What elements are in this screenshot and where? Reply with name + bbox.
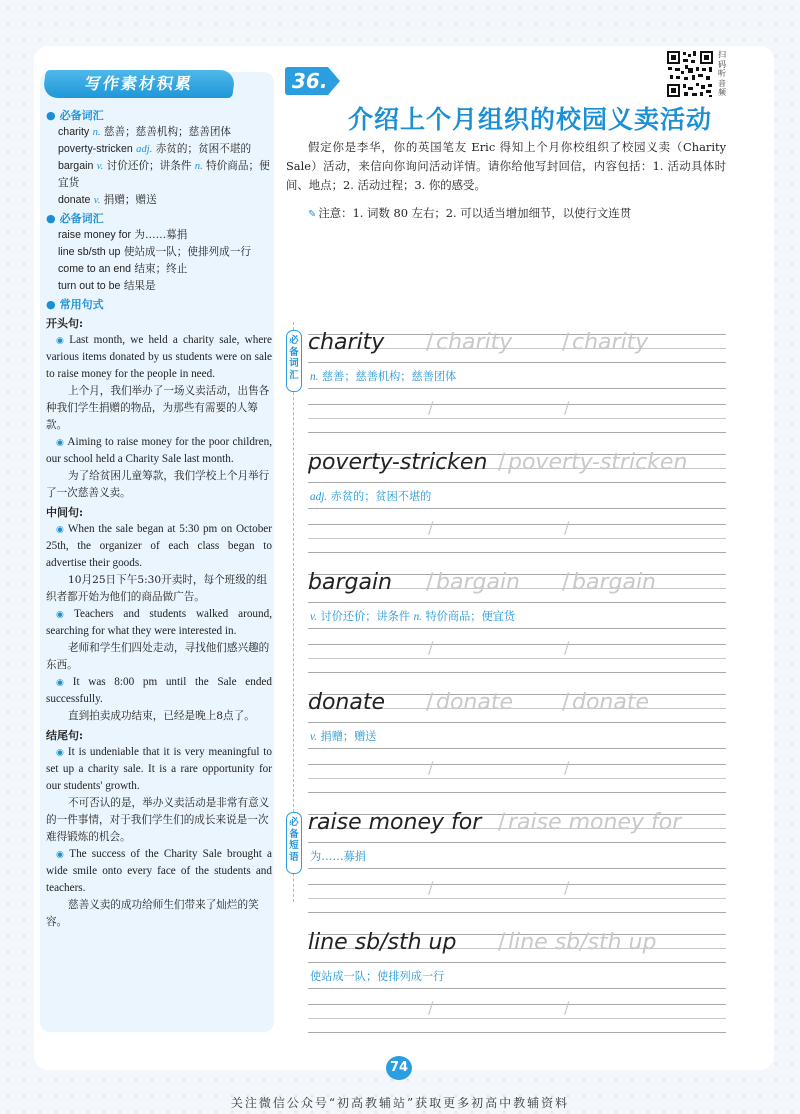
sentence-en-text: Aiming to raise money for the poor children, our school held a Charity Sale last month. (46, 436, 273, 465)
target-bullet-icon: ◉ (56, 747, 65, 757)
practice-word: poverty-stricken (308, 450, 488, 475)
sentence-en (46, 846, 272, 897)
slash-separator: / (562, 570, 570, 595)
bullet-dot-icon: ● (46, 212, 56, 225)
phrase-item (46, 244, 272, 261)
ruled-line (308, 418, 726, 419)
practice-word: charity (308, 330, 385, 355)
target-bullet-icon: ◉ (56, 335, 67, 345)
practice-block (308, 326, 726, 436)
slash-separator: / (564, 638, 570, 657)
ruled-line (308, 644, 726, 645)
trace-word: donate (436, 690, 514, 715)
vocab-pos: v. (93, 195, 101, 206)
word-meaning (310, 848, 366, 864)
target-bullet-icon: ◉ (56, 609, 71, 619)
phrase-item (46, 227, 272, 244)
note-icon: ✎ (308, 209, 317, 220)
meaning-pos: n. (413, 611, 422, 623)
target-bullet-icon: ◉ (56, 437, 65, 447)
ruled-line (308, 404, 726, 405)
ruled-line (308, 1018, 726, 1019)
ruled-line (308, 602, 726, 603)
opening-label: 开头句: (46, 317, 84, 330)
ruled-line (308, 524, 726, 525)
vocab-item (46, 124, 272, 141)
slash-separator: / (562, 690, 570, 715)
target-bullet-icon: ◉ (56, 849, 67, 859)
sentence-heading (46, 296, 272, 313)
ruled-line (308, 792, 726, 793)
sentence-en (46, 674, 272, 708)
ruled-line (308, 362, 726, 363)
writing-note (308, 204, 728, 224)
practice-word: line sb/sth up (308, 930, 457, 955)
slash-separator: / (498, 930, 506, 955)
slash-separator: / (428, 878, 434, 897)
sentence-en-text: The success of the Charity Sale brought a wide smile onto every face of the students and teachers. (46, 848, 272, 894)
ruled-line (308, 764, 726, 765)
slash-separator: / (498, 810, 506, 835)
slash-separator: / (428, 638, 434, 657)
qr-code-icon[interactable] (666, 50, 714, 98)
meaning-text: 为……募捐 (310, 850, 366, 863)
trace-word: charity (436, 330, 513, 355)
phrase-item (46, 278, 272, 295)
slash-separator: / (564, 878, 570, 897)
target-bullet-icon: ◉ (56, 524, 65, 534)
trace-word: line sb/sth up (508, 930, 657, 955)
sentence-zh: 直到拍卖成功结束，已经是晚上8点了。 (68, 710, 255, 722)
sentence-zh: 为了给贫困儿童筹款，我们学校上个月举行了一次慈善义卖。 (46, 470, 270, 499)
slash-separator: / (498, 450, 506, 475)
sentence-en (46, 332, 272, 383)
ruled-line (308, 508, 726, 509)
vocab-pos: v. (96, 161, 104, 172)
meaning-text: 捐赠；赠送 (320, 730, 377, 743)
phrase-en: turn out to be (58, 280, 121, 292)
meaning-pos: adj. (310, 491, 328, 503)
question-number: 36. (292, 69, 328, 93)
ruled-line (308, 432, 726, 433)
ruled-line (308, 552, 726, 553)
page-title: 介绍上个月组织的校园义卖活动 (347, 105, 712, 134)
ending-label: 结尾句: (46, 729, 84, 742)
slash-separator: / (428, 758, 434, 777)
phrase-zh: 结果是 (123, 280, 156, 292)
meaning-text: 特价商品；便宜货 (425, 610, 516, 623)
ruled-line (308, 778, 726, 779)
sentence-zh: 慈善义卖的成功给师生们带来了灿烂的笑容。 (46, 899, 259, 928)
ruled-line (308, 672, 726, 673)
word-meaning (310, 488, 431, 504)
sentence-en (46, 434, 272, 468)
vocab-pos: n. (92, 127, 101, 138)
ruled-line (308, 1032, 726, 1033)
footer-text: 关注微信公众号“初高教辅站”获取更多初高中教辅资料 (230, 1096, 570, 1110)
practice-block (308, 566, 726, 676)
meaning-pos: n. (310, 371, 319, 383)
ruled-line (308, 748, 726, 749)
sentence-en-text: It is undeniable that it is very meaningful to set up a charity sale. It is a rare opportunity for our students' growth. (46, 746, 272, 792)
word-meaning (310, 608, 515, 624)
sidebar-title: 写作素材积累 (42, 70, 236, 98)
trace-word: charity (572, 330, 649, 355)
phrase-en: come to an end (58, 263, 132, 275)
vocab-section-label: 必备词汇 (286, 330, 302, 392)
word-meaning (310, 368, 456, 384)
target-bullet-icon: ◉ (56, 677, 70, 687)
practice-block (308, 926, 726, 1036)
sentence-zh: 上个月，我们举办了一场义卖活动，出售各种我们学生捐赠的物品，为那些有需要的人筹款。 (46, 385, 270, 431)
ruled-line (308, 988, 726, 989)
sentence-zh: 老师和学生们四处走动，寻找他们感兴趣的东西。 (46, 642, 270, 671)
vocab-en: charity (58, 126, 90, 138)
phrase-item (46, 261, 272, 278)
ruled-line (308, 388, 726, 389)
meaning-text: 使站成一队；使排列成一行 (310, 970, 445, 983)
slash-separator: / (428, 398, 434, 417)
sentence-en-text: When the sale began at 5:30 pm on October 25th, the organizer of each class began to advertise their goods. (46, 523, 273, 569)
slash-separator: / (426, 570, 434, 595)
practice-word: raise money for (308, 810, 482, 835)
section-divider (293, 322, 295, 822)
vocab-zh: 赤贫的；贫困不堪的 (155, 143, 252, 155)
vocab-heading-text: 必备词汇 (59, 109, 104, 122)
ruled-line (308, 722, 726, 723)
slash-separator: / (564, 518, 570, 537)
ruled-line (308, 482, 726, 483)
ruled-line (308, 538, 726, 539)
meaning-text: 赤贫的；贫困不堪的 (330, 490, 432, 503)
sentence-en (46, 606, 272, 640)
sentence-en-text: Last month, we held a charity sale, where various items donated by us students were on sale to raise money for the people in need. (46, 334, 272, 380)
phrase-heading (46, 210, 272, 227)
vocab-heading (46, 107, 272, 124)
vocab-pos: adj. (136, 144, 153, 155)
ruled-line (308, 1004, 726, 1005)
bullet-dot-icon: ● (46, 298, 56, 311)
vocab-item (46, 192, 272, 209)
vocab-en: donate (58, 194, 91, 206)
meaning-pos: v. (310, 611, 317, 623)
ruled-line (308, 962, 726, 963)
ruled-line (308, 912, 726, 913)
slash-separator: / (564, 758, 570, 777)
writing-note-text: 注意：1. 词数 80 左右；2. 可以适当增加细节，以使行文连贯 (318, 206, 632, 220)
qr-label: 扫码听音频 (718, 50, 726, 97)
bullet-dot-icon: ● (46, 109, 56, 122)
phrase-zh: 为……募捐 (134, 229, 188, 241)
sentence-en (46, 744, 272, 795)
practice-word: bargain (308, 570, 392, 595)
practice-block (308, 806, 726, 916)
slash-separator: / (426, 330, 434, 355)
word-meaning (310, 968, 444, 984)
phrase-en: raise money for (58, 229, 132, 241)
slash-separator: / (564, 398, 570, 417)
ruled-line (308, 884, 726, 885)
sidebar-content (46, 106, 272, 931)
slash-separator: / (564, 998, 570, 1017)
sentence-zh: 不可否认的是，举办义卖活动是非常有意义的一件事情，对于我们学生们的成长来说是一次难得锻炼的机会。 (46, 797, 270, 843)
middle-label: 中间句: (46, 506, 84, 519)
practice-block (308, 446, 726, 556)
trace-word: poverty-stricken (508, 450, 688, 475)
word-meaning (310, 728, 376, 744)
practice-block (308, 686, 726, 796)
vocab-zh: 特价商品；便宜货 (58, 160, 270, 189)
phrase-zh: 结束；终止 (134, 263, 188, 275)
sentence-zh: 10月25日下午5:30开卖时，每个班级的组织者都开始为他们的商品做广告。 (46, 574, 268, 603)
ruled-line (308, 842, 726, 843)
meaning-pos: v. (310, 731, 317, 743)
trace-word: bargain (572, 570, 656, 595)
sentence-en-text: Teachers and students walked around, searching for what they were interested in. (46, 608, 272, 637)
phrase-zh: 使站成一队；使排列成一行 (123, 246, 251, 258)
vocab-en: poverty-stricken (58, 143, 133, 155)
phrase-heading-text: 必备词汇 (59, 212, 104, 225)
vocab-pos: n. (194, 161, 203, 172)
vocab-zh: 慈善；慈善机构；慈善团体 (103, 126, 232, 138)
slash-separator: / (426, 690, 434, 715)
vocab-item (46, 141, 272, 158)
phrase-section-label: 必备短语 (286, 812, 302, 874)
vocab-zh: 讨价还价；讲条件 (106, 160, 192, 172)
sentence-en-text: It was 8:00 pm until the Sale ended successfully. (46, 676, 272, 705)
vocab-en: bargain (58, 160, 94, 172)
slash-separator: / (428, 518, 434, 537)
page-number: 74 (386, 1056, 412, 1080)
writing-prompt: 假定你是李华，你的英国笔友 Eric 得知上个月你校组织了校园义卖（Charity Sale）活动，来信向你询问活动详情。请你给他写封回信，内容包括：1. 活动具体时间、地点；2. 活动过程；3. 你的感受。 (286, 140, 726, 192)
sentence-heading-text: 常用句式 (59, 298, 104, 311)
slash-separator: / (562, 330, 570, 355)
trace-word: bargain (436, 570, 520, 595)
slash-separator: / (428, 998, 434, 1017)
vocab-zh: 捐赠；赠送 (103, 194, 157, 206)
ruled-line (308, 658, 726, 659)
trace-word: donate (572, 690, 650, 715)
practice-word: donate (308, 690, 386, 715)
ruled-line (308, 868, 726, 869)
vocab-item (46, 158, 272, 192)
ruled-line (308, 628, 726, 629)
meaning-text: 讨价还价；讲条件 (320, 610, 411, 623)
ruled-line (308, 898, 726, 899)
meaning-text: 慈善；慈善机构；慈善团体 (321, 370, 457, 383)
trace-word: raise money for (508, 810, 682, 835)
sentence-en (46, 521, 272, 572)
phrase-en: line sb/sth up (58, 246, 121, 258)
